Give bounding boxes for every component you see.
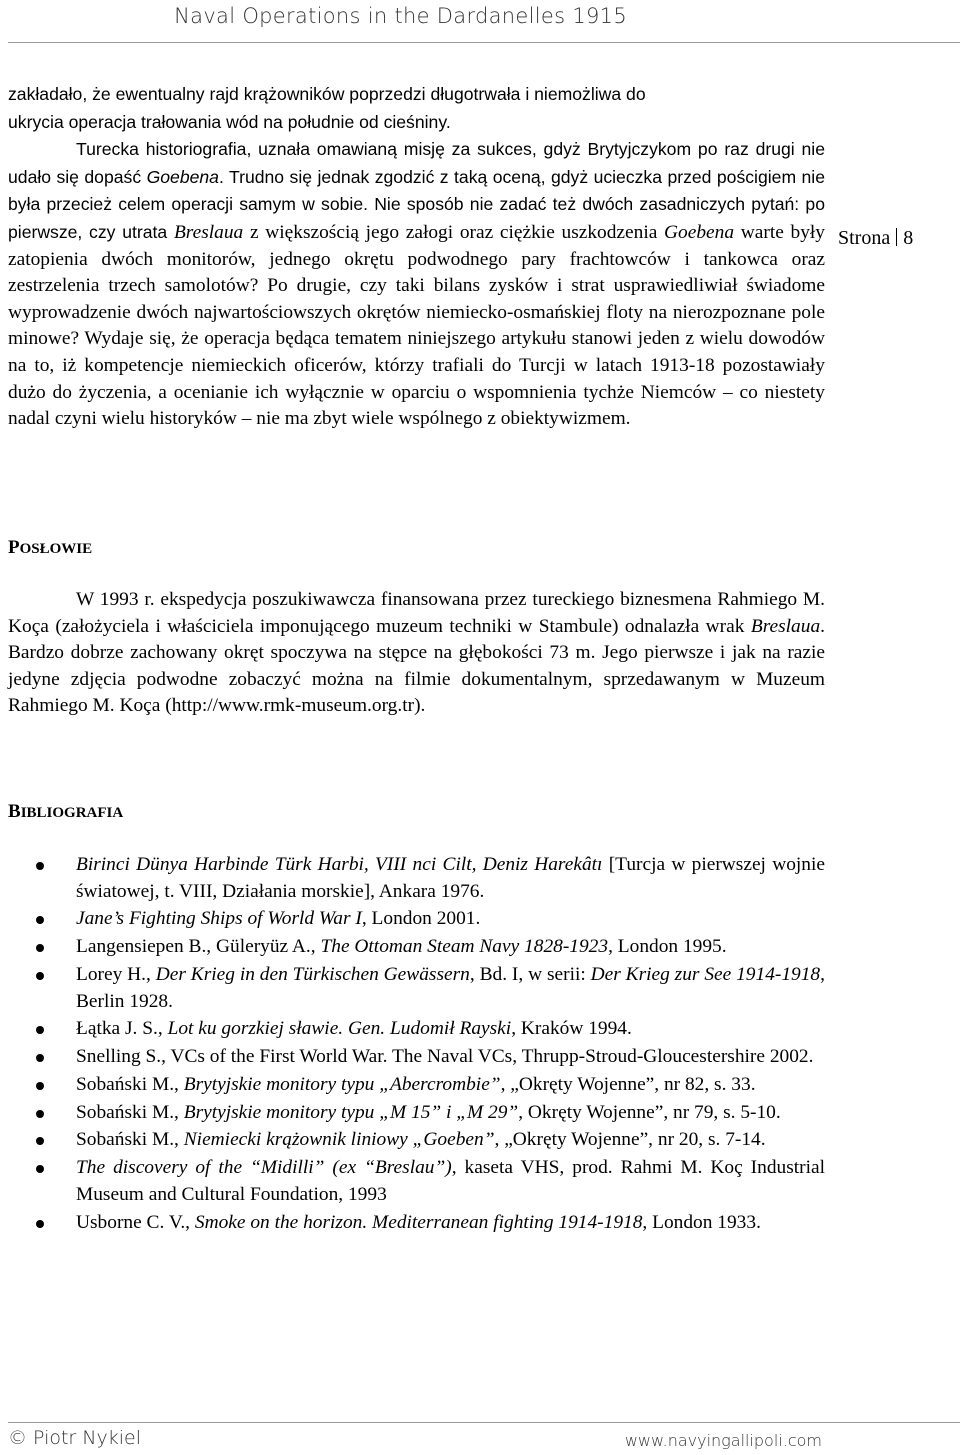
bibliography-title: Lot ku gorzkiej sławie. Gen. Ludomił Rayski <box>167 1018 512 1040</box>
bibliography-text: , „Okręty Wojenne”, nr 82, s. 33. <box>500 1073 756 1095</box>
bibliography-title: The discovery of the “Midilli” (ex “Breslau”) <box>76 1157 452 1179</box>
bibliography-item <box>0 1127 825 1154</box>
bibliography-item <box>0 1155 825 1208</box>
text-run: Turecka historiografia, uznała omawianą misję za sukces, gdyż Brytyjczykom po raz drugi nie udało się dopaść <box>8 139 825 187</box>
heading-rest: OSŁOWIE <box>19 541 93 557</box>
bibliography-text: Langensiepen B., Güleryüz A., <box>76 936 321 958</box>
bullet-icon <box>36 1110 44 1118</box>
bibliography-text: Snelling S., VCs of the First World War. The Naval VCs, Thrupp-Stroud-Gloucestershire 2002. <box>76 1046 814 1068</box>
header-rule <box>8 42 960 43</box>
bullet-icon <box>36 1082 44 1090</box>
bibliography-title: Brytyjskie monitory typu „Abercrombie” <box>183 1073 501 1095</box>
running-header-title: Naval Operations in the Dardanelles 1915 <box>174 4 627 28</box>
section-heading-poslowie <box>8 537 92 559</box>
ship-name-breslaua: Breslaua <box>750 615 821 637</box>
heading-initial: B <box>8 801 21 822</box>
bibliography-item <box>0 1100 825 1127</box>
ship-name-goebena: Goebena <box>664 221 735 243</box>
bibliography-text: , Berlin 1928. <box>76 963 825 1012</box>
bibliography-text: Sobański M., <box>76 1101 184 1123</box>
bibliography-title: Jane’s Fighting Ships of World War I <box>76 908 362 930</box>
body-text <box>8 81 825 433</box>
bibliography-text: , Kraków 1994. <box>511 1018 632 1040</box>
bullet-icon <box>36 944 44 952</box>
bullet-icon <box>36 862 44 870</box>
bibliography-text: Łątka J. S., <box>76 1018 168 1040</box>
poslowie-paragraph <box>8 587 825 720</box>
page-label-divider <box>896 228 897 246</box>
bibliography-text: , Bd. I, w serii: <box>469 963 591 985</box>
heading-rest: IBLIOGRAFIA <box>20 805 124 821</box>
bibliography-title: Der Krieg zur See 1914-1918 <box>590 963 821 985</box>
bibliography-item <box>0 1210 825 1237</box>
text-run: z większością jego załogi oraz ciężkie uszkodzenia <box>243 221 665 243</box>
text-run: . <box>218 166 229 187</box>
bullet-icon <box>36 1165 44 1173</box>
bibliography-title: Brytyjskie monitory typu „M 15” i „M 29” <box>183 1101 519 1123</box>
bibliography-item <box>0 906 825 933</box>
text-run: W 1993 r. ekspedycja poszukiwawcza finansowana przez tureckiego biznesmena Rahmiego M. Koça (założyciela i właściciela imponującego muzeum techniki w Stambule) odnalazła wrak <box>8 589 825 637</box>
bullet-icon <box>36 1054 44 1062</box>
text-run: Trudno się jednak zgodzić z taką oceną, gdyż ucieczka przed pościgiem nie była przecież celem operacji samym w sobie. <box>8 166 826 215</box>
paragraph-continued <box>8 81 825 136</box>
bullet-icon <box>36 916 44 924</box>
page-number: 8 <box>903 227 914 249</box>
bullet-icon <box>36 1026 44 1034</box>
bibliography-text: , Okręty Wojenne”, nr 79, s. 5-10. <box>518 1101 781 1123</box>
bibliography-item <box>0 1044 825 1071</box>
text-run: warte były zatopienia dwóch monitorów, jednego okrętu podwodnego pary frachtowców i tankowca oraz zestrzelenia trzech samolotów? Po drugie, czy taki bilans zysków i strat usprawiedliwiał świadome wyprowadzenie dwóch najwartościowszych okrętów niemiecko-osmańskiej floty na nierozpoznane pole minowe? Wydaje się, że operacja będąca tematem niniejszego artykułu stanowi jeden z wielu dowodów na to, iż kompetencje niemieckich oficerów, którzy trafiali do Turcji w latach 1913-18 pozostawiały dużo do życzenia, a ocenianie ich wyłącznie w oparciu o wspomnienia tychże Niemców – co niestety nadal czyni wielu historyków – nie ma zbyt wiele wspólnego z obiektywizmem. <box>8 221 825 430</box>
paragraph-line: ukrycia operacja trałowania wód na południe od cieśniny. <box>8 111 451 132</box>
text-run: Nie sposób nie zadać też dwóch zasadniczych pytań: po pierwsze, czy utrata <box>8 194 825 242</box>
bullet-icon <box>36 1220 44 1228</box>
bibliography-text: , London 1933. <box>642 1211 761 1233</box>
bibliography-title: Smoke on the horizon. Mediterranean fighting 1914-1918 <box>194 1211 643 1233</box>
bibliography-title: The Ottoman Steam Navy 1828-1923 <box>320 936 609 958</box>
bibliography-item <box>0 852 825 905</box>
bibliography-text: Usborne C. V., <box>76 1211 195 1233</box>
section-heading-bibliografia <box>8 801 123 823</box>
bibliography-text: , kaseta VHS, prod. Rahmi M. Koç Industrial Museum and Cultural Foundation, 1993 <box>76 1157 826 1205</box>
ship-name-breslaua: Breslaua <box>173 221 244 243</box>
bibliography-item <box>0 1072 825 1099</box>
bullet-icon <box>36 1137 44 1145</box>
bibliography-text: Lorey H., <box>76 963 156 985</box>
paragraph-line: zakładało, że ewentualny rajd krążowników poprzedzi długotrwała i niemożliwa do <box>8 84 646 104</box>
bibliography-title: Der Krieg in den Türkischen Gewässern <box>155 963 470 985</box>
bullet-icon <box>36 972 44 980</box>
bibliography-title: Birinci Dünya Harbinde Türk Harbi, VIII nci Cilt, Deniz Harekâtı <box>76 854 603 875</box>
bibliography-text: Sobański M., <box>76 1129 184 1151</box>
bibliography-text: Sobański M., <box>76 1073 184 1095</box>
paragraph-historiography <box>8 136 825 433</box>
bibliography-list <box>0 852 825 1237</box>
bibliography-title: Niemiecki krążownik liniowy „Goeben” <box>183 1129 495 1151</box>
heading-initial: P <box>8 537 20 558</box>
bibliography-text: , London 1995. <box>608 936 727 958</box>
text-run: . Bardzo dobrze zachowany okręt spoczywa na stępce na głębokości 73 m. Jego pierwsze i jak na razie jedyne zdjęcia podwodne zobaczyć można na filmie dokumentalnym, sprzedawanym w Muzeum Rahmiego M. Koça (http://www.rmk-museum.org.tr). <box>8 615 825 717</box>
footer-author: © Piotr Nykiel <box>8 1427 141 1449</box>
ship-name-goebena: Goebena <box>146 166 219 187</box>
bibliography-item <box>0 1016 825 1043</box>
bibliography-item <box>0 934 825 961</box>
bibliography-text: , London 2001. <box>361 908 481 930</box>
bibliography-item <box>0 962 825 1015</box>
bibliography-text: , „Okręty Wojenne”, nr 20, s. 7-14. <box>494 1129 766 1151</box>
page-label-text: Strona <box>838 227 891 249</box>
footer-rule <box>8 1422 960 1423</box>
page-number-label <box>838 227 913 250</box>
footer-website: www.navyingallipoli.com <box>624 1431 822 1450</box>
bibliography-text: [Turcja w pierwszej wojnie światowej, t. VIII, Działania morskie], Ankara 1976. <box>76 854 825 902</box>
